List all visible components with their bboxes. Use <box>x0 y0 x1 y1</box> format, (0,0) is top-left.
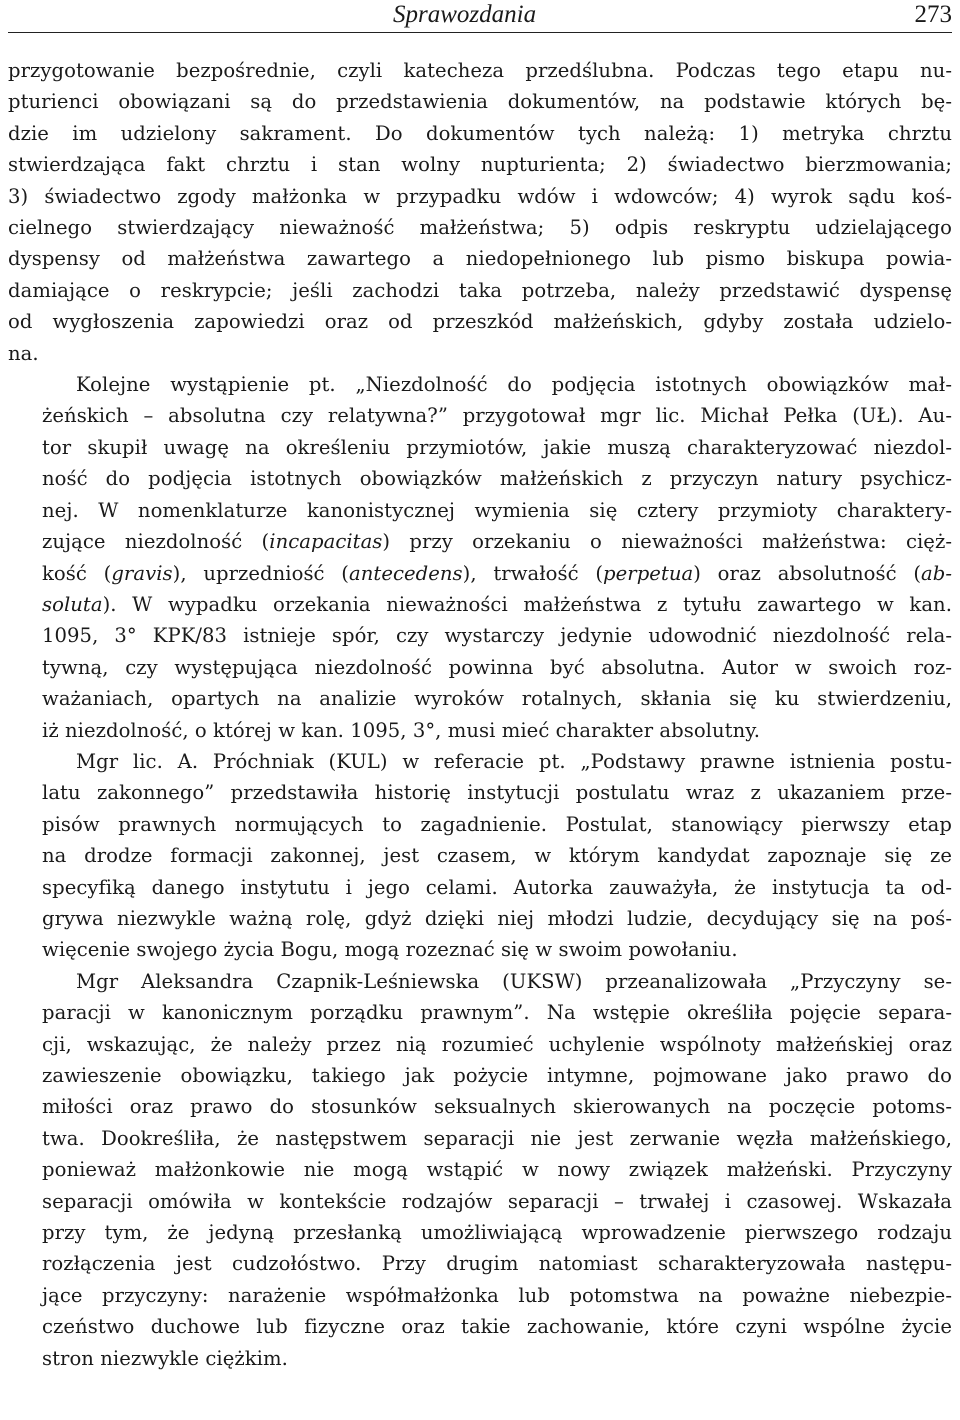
section-title: Sprawozdania <box>393 1 537 28</box>
text-line: iż niezdolność, o której w kan. 1095, 3°, musi mieć charakter absolutny. <box>42 718 761 742</box>
text-line: miłości oraz prawo do stosunków seksualnych skierowanych na poczęcie potoms- <box>42 1095 952 1119</box>
text-line: przy tym, że jedyną przesłanką umożliwiającą wprowadzenie pierwszego rodzaju <box>42 1221 952 1245</box>
text-line: od wygłoszenia zapowiedzi oraz od przeszkód małżeńskich, gdyby została udzielo- <box>8 310 952 334</box>
text-line: ważaniach, opartych na analizie wyroków rotalnych, skłania się ku stwierdzeniu, <box>42 687 952 711</box>
body-text <box>8 55 952 1374</box>
text-line: Mgr lic. A. Próchniak (KUL) w referacie pt. „Podstawy prawne istnienia postu- <box>76 749 952 773</box>
text-line: stwierdzająca fakt chrztu i stan wolny nupturienta; 2) świadectwo bierzmowania; <box>8 153 952 177</box>
text-line: dzie im udzielony sakrament. Do dokumentów tych należą: 1) metryka chrztu <box>8 121 952 145</box>
text-line: zawieszenie obowiązku, takiego jak pożycie intymne, pojmowane jako prawo do <box>42 1064 952 1087</box>
text-line: Kolejne wystąpienie pt. „Niezdolność do podjęcia istotnych obowiązków mał- <box>76 373 952 397</box>
text-line: damiające o reskrypcie; jeśli zachodzi taka potrzeba, należy przedstawić dyspensę <box>8 278 952 302</box>
text-line: cielnego stwierdzający nieważność małżeństwa; 5) odpis reskryptu udzielającego <box>8 216 952 240</box>
text-line: zujące niezdolność (incapacitas) przy orzekaniu o nieważności małżeństwa: cięż- <box>42 530 952 554</box>
text-line: Mgr Aleksandra Czapnik-Leśniewska (UKSW) przeanalizowała „Przyczyny se- <box>76 969 952 993</box>
text-line: specyfiką danego instytutu i jego celami. Autorka zauważyła, że instytucja ta od- <box>42 875 952 899</box>
text-line: dyspensy od małżeństwa zawartego a niedopełnionego lub pismo biskupa powia- <box>8 247 952 271</box>
text-line: na. <box>8 341 39 365</box>
paragraph <box>8 746 952 966</box>
text-line: więcenie swojego życia Bogu, mogą rozeznać się w swoim powołaniu. <box>42 938 738 962</box>
text-line: kość (gravis), uprzedniość (antecedens), trwałość (perpetua) oraz absolutność (ab- <box>42 561 953 585</box>
text-line: przygotowanie bezpośrednie, czyli katecheza przedślubna. Podczas tego etapu nu- <box>8 59 952 82</box>
text-line: na drodze formacji zakonnej, jest czasem, w którym kandydat zapoznaje się ze <box>42 844 952 868</box>
text-line: ność do podjęcia istotnych obowiązków małżeńskich z przyczyn natury psychicz- <box>42 467 952 491</box>
text-line: grywa niezwykle ważną rolę, gdyż dzięki niej młodzi ludzie, decydujący się na poś- <box>42 906 952 930</box>
text-line: żeńskich – absolutna czy relatywna?” przygotował mgr lic. Michał Pełka (UŁ). Au- <box>42 404 952 428</box>
text-line: separacji omówiła w kontekście rodzajów separacji – trwałej i czasowej. Wskazała <box>42 1189 952 1213</box>
text-line: 3) świadectwo zgody małżonka w przypadku wdów i wdowców; 4) wyrok sądu koś- <box>8 184 952 208</box>
paragraph <box>8 369 952 746</box>
text-line: nej. W nomenklaturze kanonistycznej wymienia się cztery przymioty charaktery- <box>42 498 952 522</box>
text-line: 1095, 3° KPK/83 istnieje spór, czy wystarczy jedynie udowodnić niezdolność rela- <box>42 624 952 648</box>
text-line: pisów prawnych normujących to zagadnienie. Postulat, stanowiący pierwszy etap <box>42 812 952 836</box>
text-line: paracji w kanonicznym porządku prawnym”. Na wstępie określiła pojęcie separa- <box>42 1001 952 1025</box>
page-number: 273 <box>914 1 952 28</box>
running-header <box>8 0 952 33</box>
text-line: jące przyczyny: narażenie współmałżonka lub potomstwa na poważne niebezpie- <box>42 1283 952 1307</box>
text-line: latu zakonnego” przedstawiła historię instytucji postulatu wraz z ukazaniem prze- <box>42 781 952 805</box>
text-line: twa. Dookreśliła, że następstwem separacji nie jest zerwanie węzła małżeńskiego, <box>42 1126 952 1150</box>
text-line: pturienci obowiązani są do przedstawienia dokumentów, na podstawie których bę- <box>8 90 952 114</box>
document-page <box>8 0 952 1374</box>
text-line: tywną, czy występująca niezdolność powinna być absolutna. Autor w swoich roz- <box>42 655 952 679</box>
text-line: tor skupił uwagę na określeniu przymiotów, jakie muszą charakteryzować niezdol- <box>42 435 952 459</box>
text-line: czeństwo duchowe lub fizyczne oraz takie zachowanie, które czyni wspólne życie <box>42 1315 952 1339</box>
paragraph <box>8 55 952 369</box>
text-line: stron niezwykle ciężkim. <box>42 1346 288 1370</box>
paragraph <box>8 966 952 1374</box>
text-line: cji, wskazując, że należy przez nią rozumieć uchylenie wspólnoty małżeńskiej oraz <box>42 1032 952 1056</box>
text-line: soluta). W wypadku orzekania nieważności małżeństwa z tytułu zawartego w kan. <box>42 592 952 616</box>
text-line: rozłączenia jest cudzołóstwo. Przy drugim natomiast scharakteryzowała następu- <box>42 1252 952 1276</box>
text-line: ponieważ małżonkowie nie mogą wstąpić w nowy związek małżeński. Przyczyny <box>42 1158 952 1182</box>
